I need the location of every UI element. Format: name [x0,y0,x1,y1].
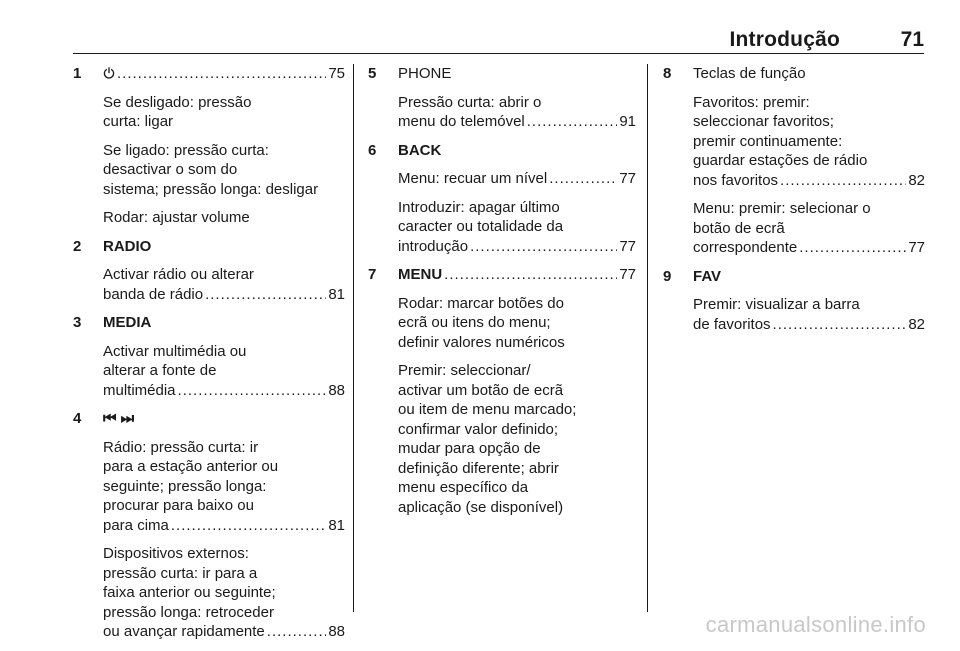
item-number: 8 [663,65,672,82]
item-number: 3 [73,314,82,331]
item-number: 1 [73,65,82,82]
description: Rádio: pressão curta: ir para a estação anterior ou seguinte; pressão longa: procurar para baixo ou para cima ..... 81 [103,438,345,536]
description: Favoritos: premir: seleccionar favoritos; premir continuamente: guardar estações de rádio nos favoritos ..... 82 [693,93,925,191]
column-2 [368,64,636,526]
page-title: Introdução [729,28,840,51]
description: Activar multimédia ou alterar a fonte de multimédia ..... 88 [103,342,345,401]
description: Menu: premir: selecionar o botão de ecrã correspondente ..... 77 [693,199,925,258]
description: Dispositivos externos: pressão curta: ir para a faixa anterior ou seguinte; pressão longa: retroceder ou avançar rapidamente ..... 88 [103,544,345,642]
column-divider [647,64,648,612]
page-reference[interactable]: 75 [328,65,345,82]
description: Se desligado: pressão curta: ligar [103,93,252,130]
page-reference[interactable]: 82 [908,315,925,333]
description: Pressão curta: abrir o menu do telemóvel ..... 91 [398,93,636,132]
page-reference[interactable]: 81 [328,285,345,303]
description: Rodar: marcar botões do ecrã ou itens do menu; definir valores numéricos [398,294,565,351]
watermark: carmanualsonline.info [705,612,926,637]
column-1 [73,64,345,651]
item-heading: Teclas de função [693,65,806,82]
page-reference[interactable]: 82 [908,171,925,189]
description: Premir: seleccionar/ activar um botão de ecrã ou item de menu marcado; confirmar valor definido; mudar para opção de definição diferente; abrir menu específico da aplicação (se disponível) [398,362,577,516]
page-reference[interactable]: 81 [328,516,345,534]
item-number: 7 [368,266,377,283]
description: Activar rádio ou alterar banda de rádio ..... 81 [103,265,345,304]
list-item [73,409,345,642]
item-number: 9 [663,267,672,285]
page-reference[interactable]: 77 [908,239,925,256]
item-heading: FAV [693,267,722,285]
item-heading: PHONE [398,65,452,82]
item-number: 6 [368,141,377,159]
item-heading [103,409,345,429]
item-heading: BACK [398,141,442,159]
page-reference[interactable]: 91 [619,113,636,130]
description: Introduzir: apagar último caracter ou totalidade da introdução ..... 77 [398,198,636,257]
list-item [368,64,636,132]
page-reference[interactable]: 88 [328,623,345,640]
item-heading: MENU ..... 77 [398,265,636,285]
skip-back-skip-forward-icon: ⏮ ⏭ [103,410,135,427]
list-item [368,141,636,257]
description: Menu: recuar um nível ..... 77 [398,169,636,189]
item-number: 4 [73,410,82,427]
list-item [73,64,345,228]
page-reference[interactable]: 77 [619,237,636,255]
list-item [368,265,636,517]
item-heading: MEDIA [103,314,152,331]
item-heading [103,64,345,84]
list-item [663,64,925,258]
list-item [663,267,925,335]
power-icon [103,64,115,84]
description: Rodar: ajustar volume [103,209,250,226]
item-number: 2 [73,237,82,255]
item-number: 5 [368,65,377,82]
list-item [73,237,345,305]
list-item [73,313,345,400]
page-reference[interactable]: 77 [619,170,636,187]
description: Premir: visualizar a barra de favoritos ..... 82 [693,295,925,334]
item-heading: RADIO [103,237,152,255]
page-number: 71 [900,28,924,51]
column-3 [663,64,925,343]
column-divider [353,64,354,612]
page-reference[interactable]: 88 [328,381,345,399]
header-rule [73,53,924,54]
page-reference[interactable]: 77 [619,266,636,283]
description: Se ligado: pressão curta: desactivar o som do sistema; pressão longa: desligar [103,141,319,198]
page-header [0,0,960,60]
